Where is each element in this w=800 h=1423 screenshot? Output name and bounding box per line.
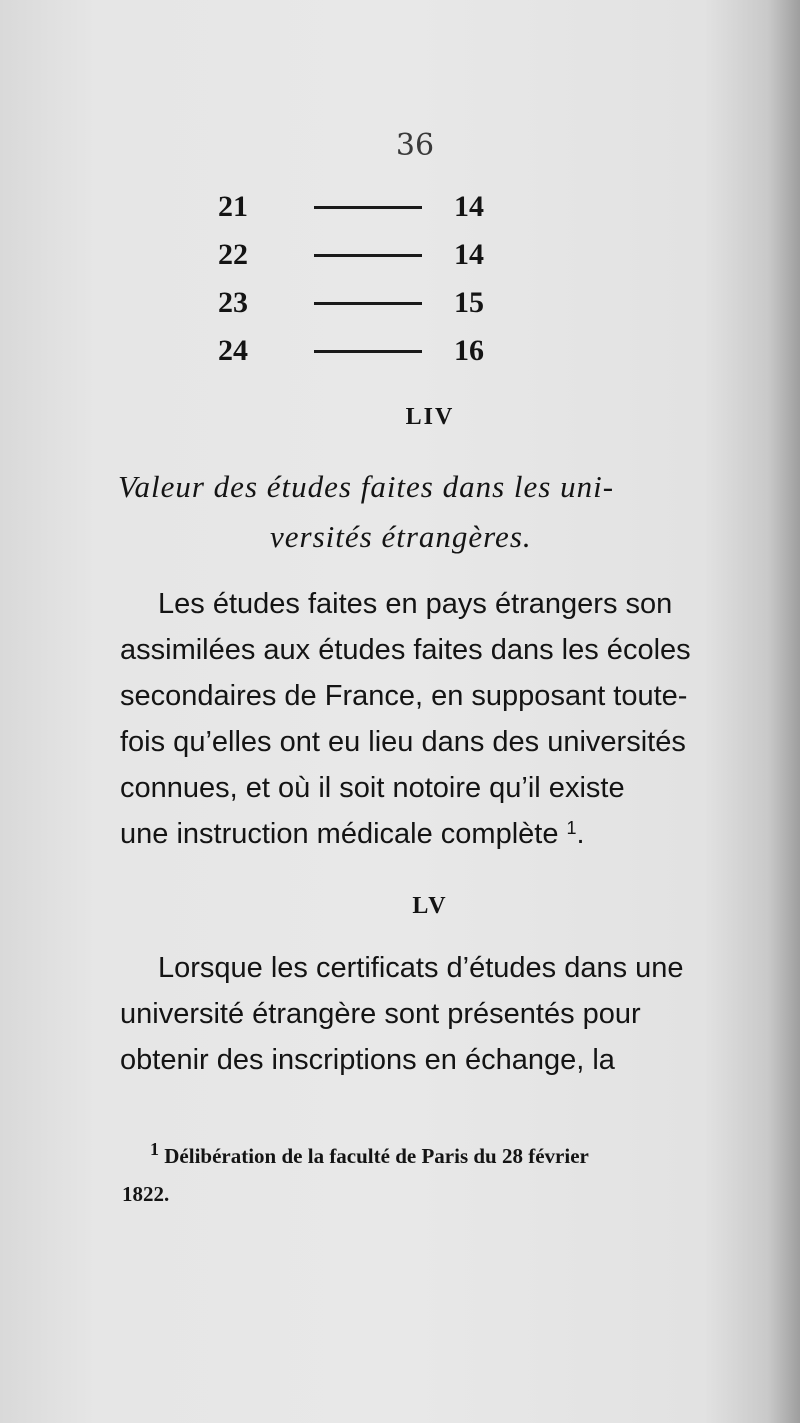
table-cell-left: 22 bbox=[218, 238, 248, 271]
paragraph-line: Lorsque les certificats d’études dans une bbox=[158, 952, 684, 984]
dash-rule bbox=[314, 302, 422, 305]
page-number: 36 bbox=[395, 128, 435, 163]
dash-rule bbox=[314, 254, 422, 257]
footnote-marker: 1 bbox=[566, 818, 577, 838]
paragraph-line: secondaires de France, en supposant toute- bbox=[120, 680, 688, 712]
footnote bbox=[122, 1130, 732, 1213]
table-row bbox=[218, 279, 538, 327]
section-title bbox=[118, 462, 738, 562]
table-cell-right: 14 bbox=[454, 190, 484, 223]
table-row bbox=[218, 183, 538, 231]
table-cell-left: 24 bbox=[218, 334, 248, 367]
footnote-marker: 1 bbox=[150, 1139, 159, 1159]
paragraph-line: fois qu’elles ont eu lieu dans des universités bbox=[120, 726, 686, 758]
paragraph-line: Les études faites en pays étrangers son bbox=[158, 588, 673, 620]
table-cell-right: 16 bbox=[454, 334, 484, 367]
section-title-line: Valeur des études faites dans les uni- bbox=[118, 469, 615, 504]
section-heading-lv: LV bbox=[412, 893, 448, 919]
footnote-text: Délibération de la faculté de Paris du 28 février bbox=[164, 1144, 589, 1168]
footnote-text: 1822. bbox=[122, 1182, 170, 1206]
table-cell-right: 14 bbox=[454, 238, 484, 271]
table-cell-left: 23 bbox=[218, 286, 248, 319]
section-title-line: versités étrangères. bbox=[270, 519, 532, 554]
table-row bbox=[218, 231, 538, 279]
paragraph-line: obtenir des inscriptions en échange, la bbox=[120, 1044, 615, 1076]
table-cell-right: 15 bbox=[454, 286, 484, 319]
paragraph-line: une instruction médicale complète 1 . bbox=[120, 818, 585, 850]
paragraph-line: université étrangère sont présentés pour bbox=[120, 998, 641, 1030]
dash-rule bbox=[314, 206, 422, 209]
table-cell-left: 21 bbox=[218, 190, 248, 223]
table-row bbox=[218, 327, 538, 375]
paragraph-line: assimilées aux études faites dans les écoles bbox=[120, 634, 691, 666]
dash-rule bbox=[314, 350, 422, 353]
paragraph-line: connues, et où il soit notoire qu’il existe bbox=[120, 772, 625, 804]
section-heading-liv: LIV bbox=[405, 404, 455, 430]
number-table bbox=[218, 183, 538, 375]
